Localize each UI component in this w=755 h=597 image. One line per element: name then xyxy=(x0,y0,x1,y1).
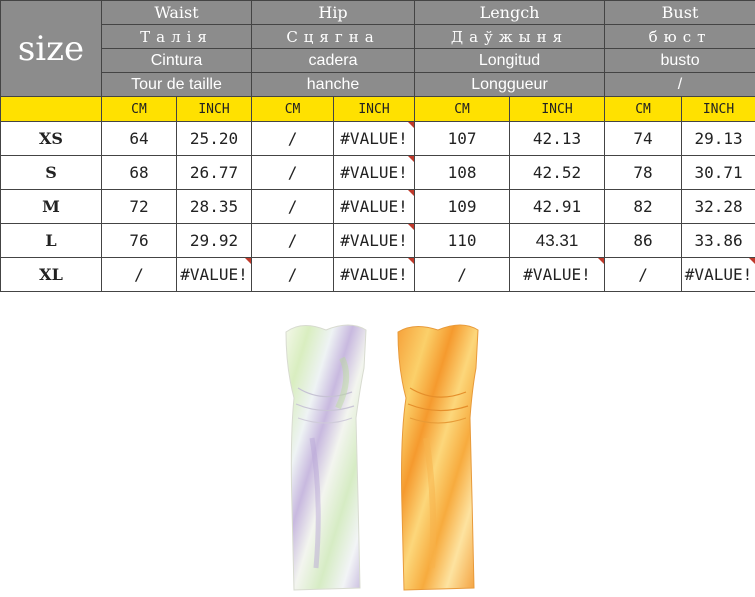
length-cm: / xyxy=(415,258,510,292)
bust-header-es: busto xyxy=(605,49,755,73)
waist-cm: 76 xyxy=(102,224,177,258)
bust-cm: 86 xyxy=(605,224,682,258)
bust-inch: #VALUE! xyxy=(682,258,755,292)
waist-inch: 25.20 xyxy=(177,122,252,156)
bust-cm: 74 xyxy=(605,122,682,156)
size-label: XL xyxy=(1,258,102,292)
size-chart-table xyxy=(0,0,755,292)
tie-dye-dress-image-orange xyxy=(382,318,494,594)
waist-inch: 28.35 xyxy=(177,190,252,224)
bust-inch: 33.86 xyxy=(682,224,755,258)
hip-header-ua: Сцягна xyxy=(252,25,415,49)
unit-cm: CM xyxy=(605,97,682,122)
hip-cm: / xyxy=(252,122,334,156)
table-row xyxy=(1,258,755,292)
bust-cm: / xyxy=(605,258,682,292)
unit-inch: INCH xyxy=(682,97,755,122)
length-cm: 110 xyxy=(415,224,510,258)
hip-header-es: cadera xyxy=(252,49,415,73)
waist-header-fr: Tour de taille xyxy=(102,73,252,97)
waist-inch: 26.77 xyxy=(177,156,252,190)
hip-header-fr: hanche xyxy=(252,73,415,97)
hip-cm: / xyxy=(252,190,334,224)
size-label: S xyxy=(1,156,102,190)
length-cm: 108 xyxy=(415,156,510,190)
bust-cm: 78 xyxy=(605,156,682,190)
length-inch: #VALUE! xyxy=(510,258,605,292)
table-row xyxy=(1,156,755,190)
hip-inch: #VALUE! xyxy=(334,224,415,258)
length-header-en: Lengch xyxy=(415,1,605,25)
bust-header-en: Bust xyxy=(605,1,755,25)
bust-inch: 30.71 xyxy=(682,156,755,190)
waist-cm: 72 xyxy=(102,190,177,224)
length-inch: 42.52 xyxy=(510,156,605,190)
hip-inch: #VALUE! xyxy=(334,258,415,292)
hip-cm: / xyxy=(252,224,334,258)
length-header-es: Longitud xyxy=(415,49,605,73)
waist-cm: / xyxy=(102,258,177,292)
table-row xyxy=(1,224,755,258)
hip-inch: #VALUE! xyxy=(334,190,415,224)
tie-dye-dress-image-light xyxy=(272,318,380,594)
length-inch: 43.31 xyxy=(510,224,605,258)
unit-cm: CM xyxy=(252,97,334,122)
bust-inch: 32.28 xyxy=(682,190,755,224)
length-header-ua: Даўжыня xyxy=(415,25,605,49)
bust-inch: 29.13 xyxy=(682,122,755,156)
waist-inch: #VALUE! xyxy=(177,258,252,292)
hip-cm: / xyxy=(252,258,334,292)
size-label: XS xyxy=(1,122,102,156)
size-label: L xyxy=(1,224,102,258)
bust-header-ua: бюст xyxy=(605,25,755,49)
waist-header-en: Waist xyxy=(102,1,252,25)
waist-inch: 29.92 xyxy=(177,224,252,258)
unit-spacer xyxy=(1,97,102,122)
hip-inch: #VALUE! xyxy=(334,122,415,156)
bust-cm: 82 xyxy=(605,190,682,224)
waist-header-ua: Талія xyxy=(102,25,252,49)
waist-cm: 68 xyxy=(102,156,177,190)
length-cm: 109 xyxy=(415,190,510,224)
unit-inch: INCH xyxy=(334,97,415,122)
unit-inch: INCH xyxy=(177,97,252,122)
table-row xyxy=(1,122,755,156)
table-row xyxy=(1,190,755,224)
length-cm: 107 xyxy=(415,122,510,156)
size-label: M xyxy=(1,190,102,224)
unit-inch: INCH xyxy=(510,97,605,122)
hip-header-en: Hip xyxy=(252,1,415,25)
waist-header-es: Cintura xyxy=(102,49,252,73)
length-inch: 42.13 xyxy=(510,122,605,156)
unit-cm: CM xyxy=(415,97,510,122)
length-inch: 42.91 xyxy=(510,190,605,224)
length-header-fr: Longgueur xyxy=(415,73,605,97)
size-header: size xyxy=(1,1,102,97)
waist-cm: 64 xyxy=(102,122,177,156)
bust-header-fr: / xyxy=(605,73,755,97)
unit-cm: CM xyxy=(102,97,177,122)
hip-cm: / xyxy=(252,156,334,190)
hip-inch: #VALUE! xyxy=(334,156,415,190)
